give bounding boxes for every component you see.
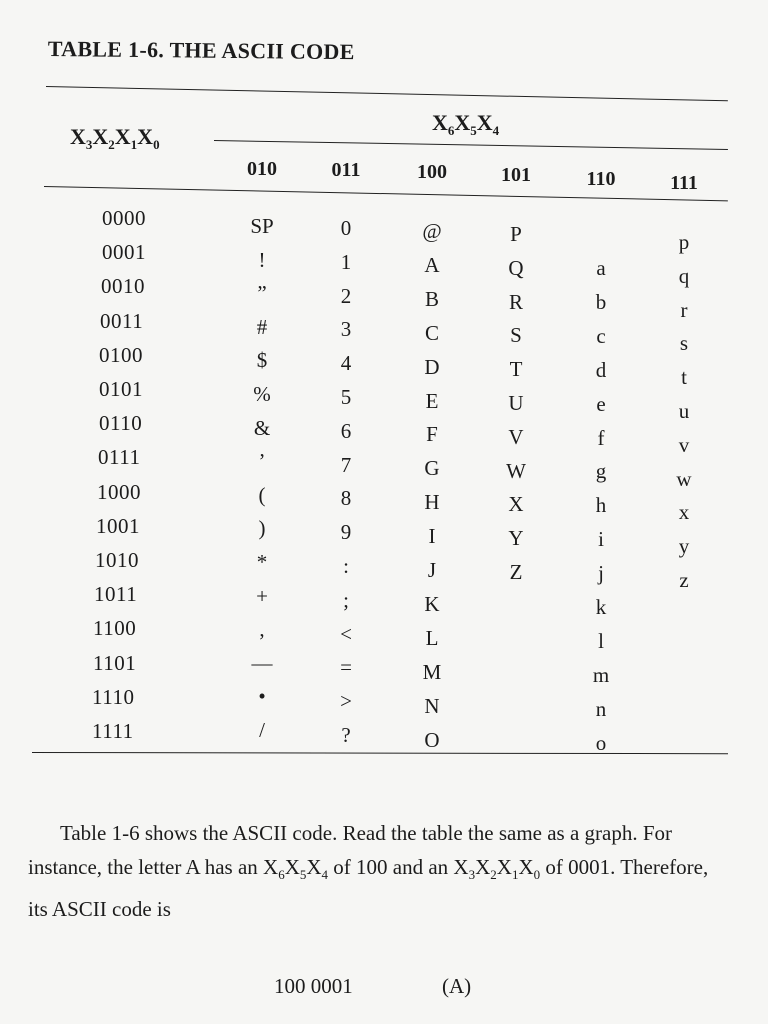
table-cell: x bbox=[678, 500, 690, 525]
table-top-rule bbox=[46, 86, 728, 101]
x3210-notation: $X_3X_2X_1X_0$ bbox=[453, 855, 541, 882]
table-cell: V bbox=[508, 424, 524, 449]
table-cell: 9 bbox=[340, 520, 352, 545]
row-code-1101: 1101 bbox=[93, 650, 137, 675]
table-cell: M bbox=[422, 659, 442, 684]
row-code-0110: 0110 bbox=[99, 411, 143, 436]
table-cell: 5 bbox=[340, 385, 352, 409]
x654-notation: $X_6X_5X_4$ bbox=[263, 855, 329, 882]
table-cell: u bbox=[678, 399, 690, 423]
table-cell: : bbox=[343, 554, 349, 578]
table-cell: r bbox=[680, 297, 688, 322]
row-header-label: $X_3X_2X_1X_0$ bbox=[70, 124, 160, 152]
table-cell: B bbox=[424, 286, 439, 311]
table-cell: C bbox=[424, 320, 439, 345]
ascii-code-value: 100 0001 bbox=[274, 974, 353, 998]
table-cell: O bbox=[424, 727, 440, 752]
table-cell: e bbox=[596, 391, 606, 416]
row-code-0001: 0001 bbox=[102, 240, 146, 265]
column-code-111: 111 bbox=[670, 172, 698, 194]
table-cell: ” bbox=[257, 281, 267, 306]
table-cell: ( bbox=[258, 482, 266, 507]
table-cell: k bbox=[595, 595, 607, 619]
table-cell: ! bbox=[258, 247, 266, 272]
table-cell: A bbox=[424, 252, 440, 277]
table-cell: l bbox=[598, 628, 604, 653]
table-cell: * bbox=[256, 550, 268, 574]
table-cell: S bbox=[510, 323, 522, 348]
table-cell: 8 bbox=[340, 486, 352, 511]
ascii-code-character: (A) bbox=[442, 974, 472, 998]
table-cell: I bbox=[428, 524, 436, 549]
column-header-rule bbox=[214, 140, 728, 150]
table-cell: P bbox=[510, 222, 522, 246]
table-cell: t bbox=[681, 365, 687, 390]
table-cell: < bbox=[340, 621, 352, 646]
row-code-0100: 0100 bbox=[99, 342, 143, 367]
table-cell: m bbox=[592, 662, 610, 687]
table-cell: • bbox=[258, 684, 266, 709]
table-cell: F bbox=[426, 422, 438, 447]
table-cell: 3 bbox=[340, 317, 352, 342]
table-cell: T bbox=[509, 357, 523, 382]
table-cell: W bbox=[506, 458, 526, 483]
table-cell: > bbox=[340, 689, 352, 714]
table-cell: q bbox=[678, 263, 690, 288]
table-cell: + bbox=[256, 583, 268, 608]
table-cell: i bbox=[598, 527, 604, 552]
table-cell: R bbox=[508, 289, 523, 314]
table-cell: o bbox=[595, 730, 607, 755]
table-cell: z bbox=[679, 568, 689, 592]
table-cell: E bbox=[425, 388, 439, 413]
table-cell: s bbox=[679, 331, 689, 356]
table-cell: 7 bbox=[340, 452, 352, 477]
table-cell: X bbox=[508, 492, 524, 517]
table-cell: 0 bbox=[340, 216, 352, 240]
column-code-101: 101 bbox=[501, 164, 531, 186]
table-cell: 4 bbox=[340, 351, 352, 376]
table-cell: p bbox=[678, 230, 690, 254]
row-code-1010: 1010 bbox=[95, 548, 139, 572]
table-cell: c bbox=[596, 323, 606, 348]
row-code-1001: 1001 bbox=[96, 513, 140, 538]
table-cell: n bbox=[595, 696, 607, 721]
row-code-1111: 1111 bbox=[92, 719, 134, 743]
table-cell: H bbox=[424, 490, 440, 515]
table-cell: L bbox=[425, 625, 439, 650]
table-cell: Z bbox=[509, 560, 523, 584]
table-cell: w bbox=[676, 466, 692, 491]
table-cell: j bbox=[598, 561, 604, 586]
row-code-0010: 0010 bbox=[101, 274, 145, 299]
table-bottom-rule bbox=[32, 752, 728, 754]
table-cell: y bbox=[678, 534, 690, 559]
table-cell: ; bbox=[343, 587, 349, 612]
row-code-0011: 0011 bbox=[100, 308, 144, 333]
table-cell: — bbox=[251, 650, 273, 675]
table-cell: & bbox=[253, 415, 271, 440]
table-cell: 1 bbox=[340, 249, 352, 274]
table-cell: a bbox=[596, 256, 606, 280]
row-code-0111: 0111 bbox=[98, 445, 141, 470]
table-cell: Y bbox=[508, 526, 524, 551]
column-code-010: 010 bbox=[247, 158, 277, 180]
row-code-1000: 1000 bbox=[97, 479, 141, 504]
table-cell: , bbox=[259, 617, 265, 642]
table-cell: N bbox=[424, 693, 440, 718]
table-cell: D bbox=[424, 354, 440, 379]
table-cell: % bbox=[253, 382, 271, 406]
table-cell: J bbox=[427, 558, 437, 582]
explanation-paragraph: Table 1-6 shows the ASCII code. Read the table the same as a graph. For instance, the letter A has an $X_6X_5X_4$ of 100 and an $X_3X_2X_1X_0$ of 0001. Therefore, its ASCII code is bbox=[28, 821, 709, 921]
column-code-100: 100 bbox=[417, 161, 447, 183]
table-cell: / bbox=[259, 718, 265, 742]
row-code-0101: 0101 bbox=[99, 377, 143, 401]
table-cell: K bbox=[424, 591, 440, 616]
table-cell: U bbox=[508, 391, 524, 415]
table-cell: d bbox=[595, 357, 607, 382]
table-cell: b bbox=[595, 289, 607, 314]
table-cell: v bbox=[678, 432, 690, 457]
column-header-label: $X_6X_5X_4$ bbox=[432, 110, 500, 138]
table-cell: ? bbox=[341, 723, 351, 747]
row-code-0000: 0000 bbox=[102, 206, 146, 230]
table-cell: = bbox=[340, 655, 352, 680]
table-cell: f bbox=[597, 425, 605, 450]
table-cell: SP bbox=[250, 214, 274, 238]
table-cell: Q bbox=[508, 255, 524, 280]
row-code-1011: 1011 bbox=[94, 582, 138, 607]
row-code-1100: 1100 bbox=[93, 616, 137, 641]
table-cell: ) bbox=[258, 516, 266, 541]
column-code-110: 110 bbox=[586, 168, 616, 190]
table-title: TABLE 1-6. THE ASCII CODE bbox=[47, 36, 355, 65]
column-code-011: 011 bbox=[331, 159, 361, 181]
table-cell: 2 bbox=[340, 283, 352, 308]
table-cell: # bbox=[256, 314, 268, 339]
table-cell: @ bbox=[422, 219, 442, 243]
table-cell: g bbox=[595, 459, 607, 484]
table-cell: 6 bbox=[340, 418, 352, 443]
table-cell: h bbox=[595, 493, 607, 518]
table-cell: ’ bbox=[258, 449, 266, 474]
table-cell: $ bbox=[256, 348, 268, 373]
row-code-1110: 1110 bbox=[92, 684, 135, 709]
table-cell: G bbox=[424, 456, 440, 481]
